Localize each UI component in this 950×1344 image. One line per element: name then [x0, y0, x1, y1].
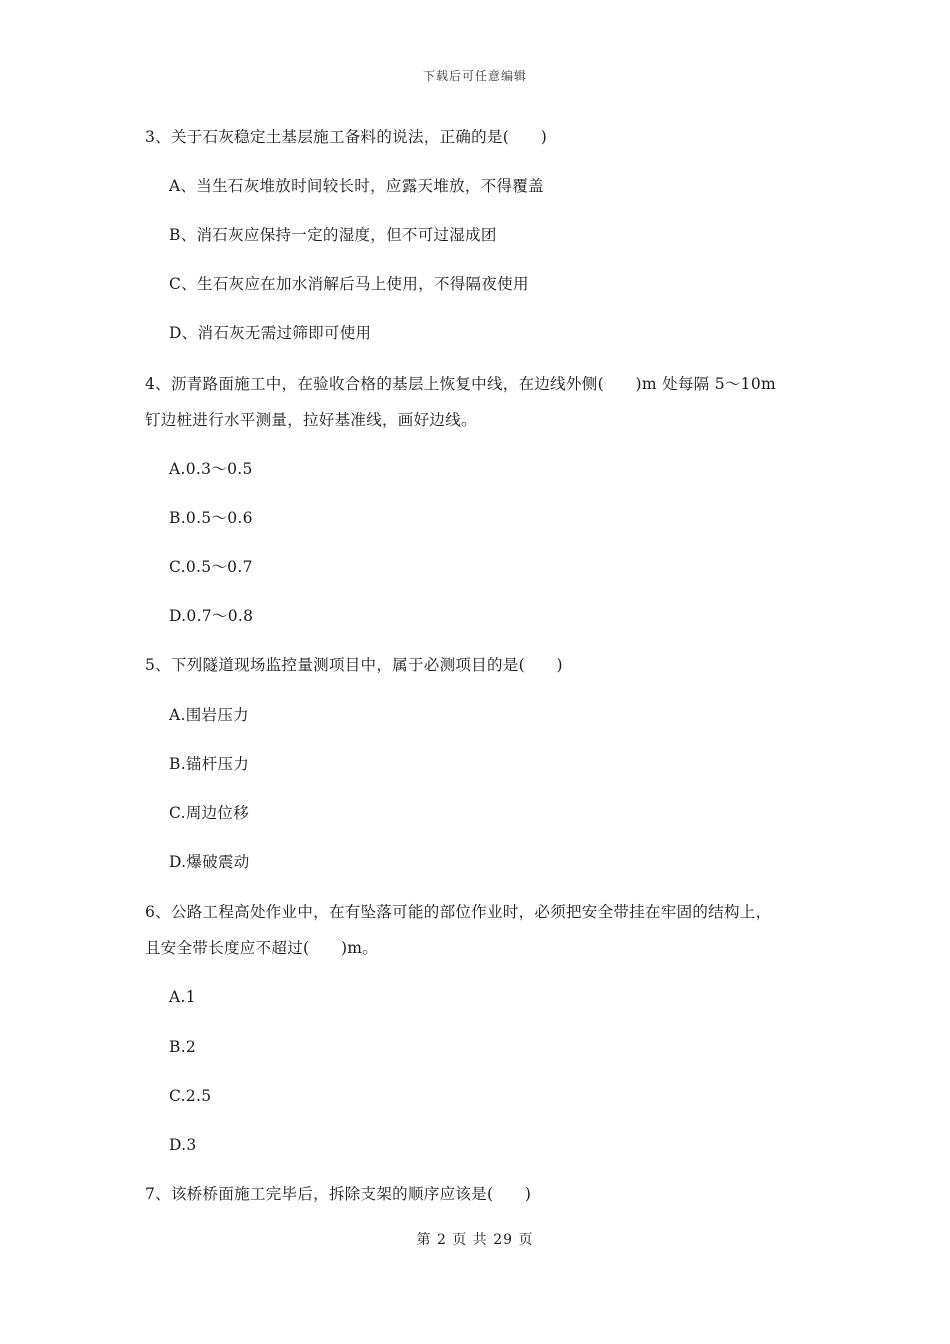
question-5-option-d: D.爆破震动	[169, 853, 250, 871]
question-5-option-b: B.锚杆压力	[169, 755, 250, 773]
question-5-option-c: C.周边位移	[169, 804, 250, 822]
question-6-option-a: A.1	[169, 988, 196, 1006]
question-4-option-d: D.0.7～0.8	[169, 607, 254, 625]
question-3-option-b: B、消石灰应保持一定的湿度，但不可过湿成团	[169, 226, 497, 244]
question-6-option-c: C.2.5	[169, 1087, 212, 1105]
question-5-option-a: A.围岩压力	[169, 706, 249, 724]
question-3-text: 3、关于石灰稳定土基层施工备料的说法，正确的是( )	[145, 128, 548, 146]
question-3-option-c: C、生石灰应在加水消解后马上使用，不得隔夜使用	[169, 275, 529, 293]
question-3-option-d: D、消石灰无需过筛即可使用	[169, 324, 372, 342]
page-header: 下载后可任意编辑	[422, 69, 527, 83]
question-4-option-c: C.0.5～0.7	[169, 558, 253, 576]
question-4-option-b: B.0.5～0.6	[169, 509, 253, 527]
question-4-text-line-1: 4、沥青路面施工中，在验收合格的基层上恢复中线，在边线外侧( )m 处每隔 5～10m	[145, 375, 776, 393]
page-footer: 第 2 页 共 29 页	[416, 1232, 534, 1248]
question-3-option-a: A、当生石灰堆放时间较长时，应露天堆放，不得覆盖	[169, 177, 544, 195]
question-5-text: 5、下列隧道现场监控量测项目中，属于必测项目的是( )	[145, 656, 563, 674]
question-7-text: 7、该桥桥面施工完毕后，拆除支架的顺序应该是( )	[145, 1185, 532, 1203]
question-6-text-line-2: 且安全带长度应不超过( )m。	[145, 939, 379, 957]
question-6-text-line-1: 6、公路工程高处作业中，在有坠落可能的部位作业时，必须把安全带挂在牢固的结构上，	[145, 903, 772, 921]
question-6-option-d: D.3	[169, 1136, 197, 1154]
question-6-option-b: B.2	[169, 1038, 197, 1056]
question-4-option-a: A.0.3～0.5	[169, 460, 253, 478]
question-4-text-line-2: 钉边桩进行水平测量，拉好基准线，画好边线。	[145, 411, 477, 429]
